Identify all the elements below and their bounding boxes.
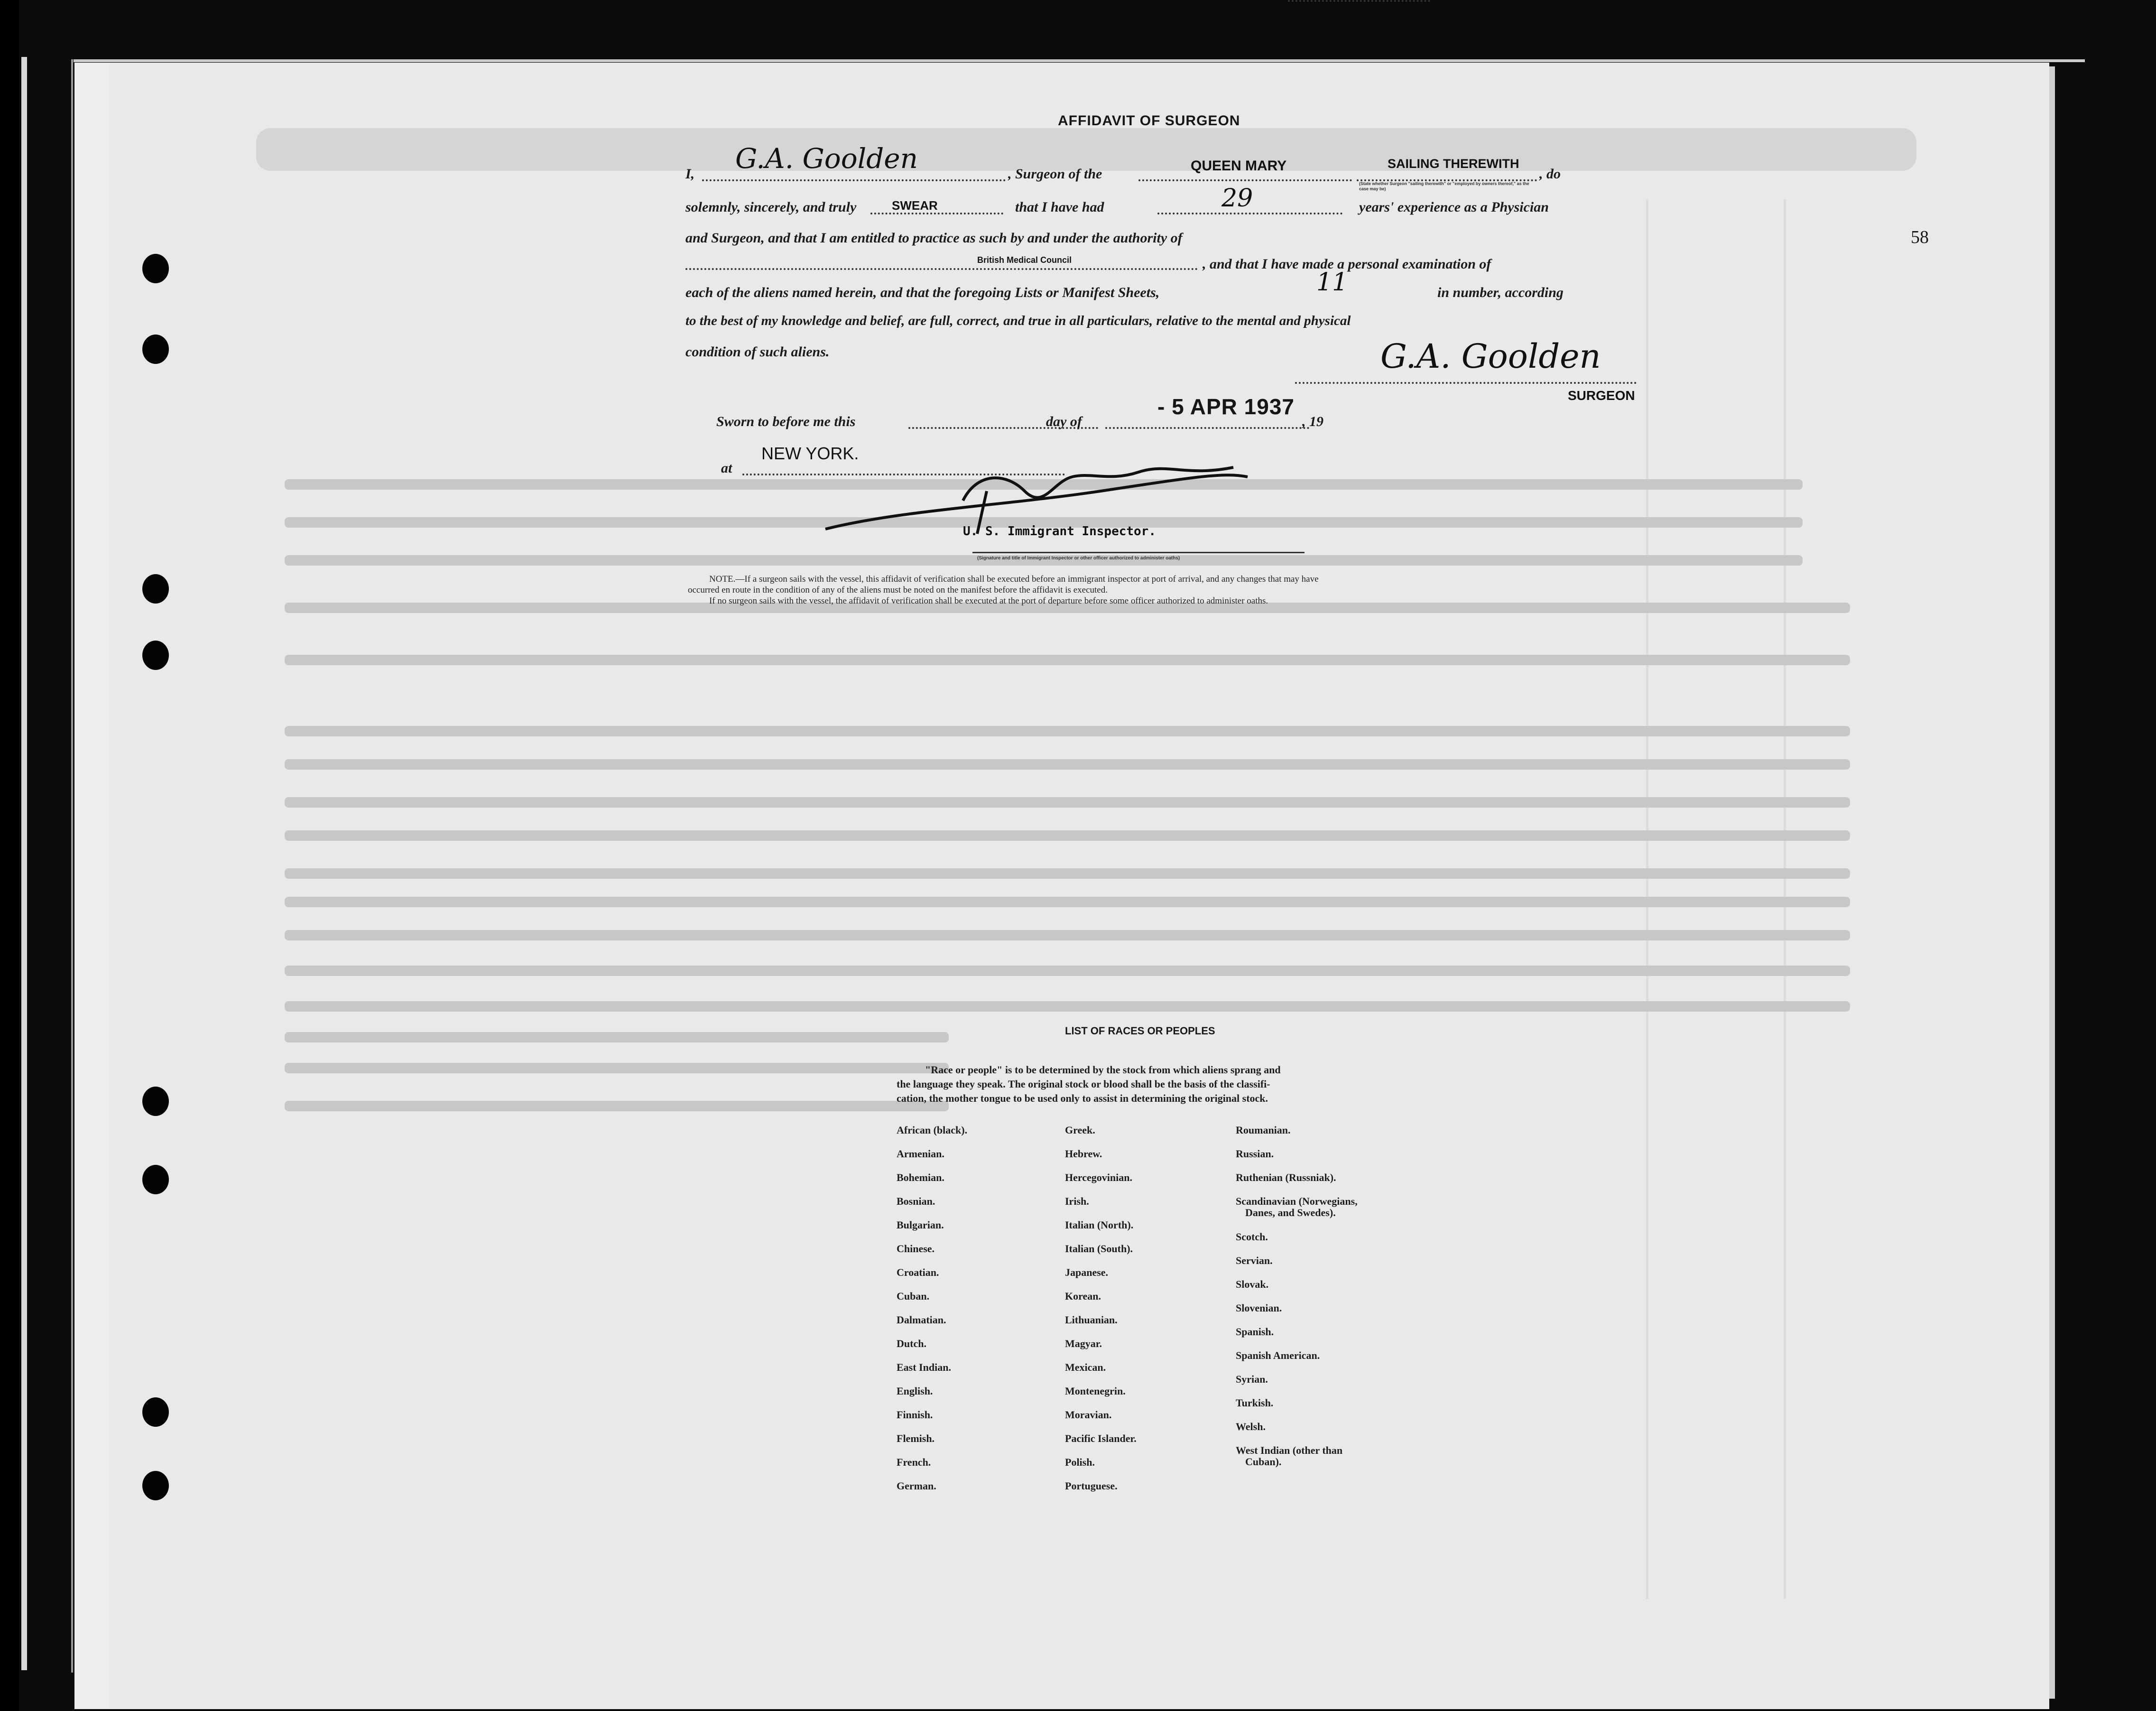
surgeon-signature-line: [1295, 382, 1637, 384]
surgeon-label: SURGEON: [1568, 388, 1635, 403]
race-item: Japanese.: [1065, 1266, 1109, 1278]
bleed-through-row: [285, 830, 1850, 841]
punch-hole: [142, 574, 169, 604]
affidavit-line-1-suffix: , do: [1539, 166, 1561, 182]
years-experience-handwritten: 29: [1221, 184, 1253, 213]
authority-name: British Medical Council: [977, 255, 1072, 265]
race-item: Scandinavian (Norwegians,: [1236, 1195, 1358, 1207]
affidavit-line-2-start: solemnly, sincerely, and truly: [685, 199, 857, 215]
surgeon-name-line: [702, 179, 1006, 181]
race-item: Syrian.: [1236, 1373, 1268, 1385]
race-item: African (black).: [897, 1124, 968, 1136]
race-item: Portuguese.: [1065, 1480, 1118, 1492]
inspector-caption: (Signature and title of Immigrant Inspector or other officer authorized to administer oaths): [977, 556, 1180, 561]
years-line: [1157, 213, 1342, 214]
races-intro-1: "Race or people" is to be determined by the stock from which aliens sprang and: [925, 1064, 1281, 1076]
race-item: Croatian.: [897, 1266, 939, 1278]
oath-word: SWEAR: [892, 198, 938, 213]
race-item: Irish.: [1065, 1195, 1089, 1207]
date-stamp: - 5 APR 1937: [1157, 394, 1295, 419]
race-item: Bulgarian.: [897, 1219, 944, 1231]
race-item: East Indian.: [897, 1361, 951, 1373]
races-intro-2: the language they speak. The original stock or blood shall be the basis of the classifi-: [897, 1078, 1270, 1090]
race-item: Lithuanian.: [1065, 1314, 1118, 1326]
race-item: Russian.: [1236, 1148, 1274, 1160]
bleed-through-row: [285, 726, 1850, 736]
race-item: Chinese.: [897, 1243, 935, 1255]
race-item: Turkish.: [1236, 1397, 1274, 1409]
at-text: at: [721, 460, 732, 476]
bleed-through-heading: [256, 128, 1916, 171]
race-item: Cuban.: [897, 1290, 930, 1302]
race-item: Magyar.: [1065, 1338, 1102, 1349]
bleed-through-row: [285, 897, 1850, 907]
race-item: Bohemian.: [897, 1172, 944, 1183]
surgeon-signature: G.A. Goolden: [1380, 337, 1601, 376]
authority-line: [685, 268, 1198, 270]
affidavit-line-4-end: , and that I have made a personal examination of: [1203, 256, 1491, 272]
race-item: Cuban).: [1245, 1456, 1282, 1468]
affidavit-line-1-mid: , Surgeon of the: [1008, 166, 1102, 182]
race-item: French.: [897, 1456, 931, 1468]
race-item: Spanish.: [1236, 1326, 1274, 1338]
race-item: Roumanian.: [1236, 1124, 1291, 1136]
race-item: Servian.: [1236, 1255, 1273, 1266]
surgeon-name-handwritten: G.A. Goolden: [735, 142, 918, 175]
inspector-signature-line: [972, 552, 1305, 553]
sheets-line: [1288, 0, 1430, 2]
race-item: Dutch.: [897, 1338, 926, 1349]
sailing-instruction: (State whether Surgeon "sailing therewith" or "employed by owners thereof," as the case may be): [1359, 181, 1529, 191]
place-name: NEW YORK.: [761, 444, 859, 463]
race-item: Finnish.: [897, 1409, 933, 1421]
punch-hole: [142, 1471, 169, 1500]
affidavit-title: AFFIDAVIT OF SURGEON: [1058, 113, 1240, 129]
race-item: Dalmatian.: [897, 1314, 946, 1326]
affidavit-line-1-prefix: I,: [685, 166, 695, 182]
sheet-count-handwritten: 11: [1316, 268, 1348, 297]
punch-hole: [142, 335, 169, 364]
sailing-status: SAILING THEREWITH: [1388, 157, 1519, 171]
punch-hole: [142, 1397, 169, 1427]
binding-edge-line: [71, 59, 73, 1673]
bleed-through-row: [285, 868, 1850, 879]
vessel-name: QUEEN MARY: [1191, 158, 1287, 174]
inspector-title: U. S. Immigrant Inspector.: [963, 524, 1156, 539]
races-intro-3: cation, the mother tongue to be used only to assist in determining the original stock.: [897, 1092, 1268, 1104]
bleed-through-row: [285, 1032, 949, 1042]
punch-hole: [142, 1165, 169, 1194]
affidavit-line-5-end: in number, according: [1437, 285, 1564, 300]
race-item: Slovak.: [1236, 1278, 1269, 1290]
bleed-through-row: [285, 797, 1850, 808]
bleed-through-row: [285, 1063, 949, 1073]
note-line-1: NOTE.—If a surgeon sails with the vessel, this affidavit of verification shall be executed before an immigrant inspector at port of arrival, and any changes that may have: [709, 574, 1319, 584]
bleed-through-row: [285, 655, 1850, 665]
race-item: Mexican.: [1065, 1361, 1106, 1373]
sworn-month-line: [1105, 427, 1309, 429]
race-item: Italian (South).: [1065, 1243, 1133, 1255]
affidavit-line-5-start: each of the aliens named herein, and that the foregoing Lists or Manifest Sheets,: [685, 285, 1160, 300]
sworn-before-text: Sworn to before me this: [716, 414, 856, 429]
race-item: Welsh.: [1236, 1421, 1266, 1432]
page-number: 58: [1911, 227, 1929, 247]
year-prefix: , 19: [1302, 414, 1323, 429]
race-item: Italian (North).: [1065, 1219, 1134, 1231]
bleed-through-row: [285, 759, 1850, 770]
page-right-rim: [2049, 66, 2055, 1699]
punch-hole: [142, 254, 169, 283]
race-item: Ruthenian (Russniak).: [1236, 1172, 1336, 1183]
bleed-through-row: [285, 966, 1850, 976]
affidavit-line-2-mid: that I have had: [1015, 199, 1104, 215]
affidavit-line-2-end: years' experience as a Physician: [1359, 199, 1549, 215]
page-binding-strip: [74, 63, 109, 1709]
race-item: Spanish American.: [1236, 1349, 1320, 1361]
bleed-through-row: [285, 930, 1850, 940]
page-top-edge: [74, 59, 2085, 62]
races-list-title: LIST OF RACES OR PEOPLES: [1065, 1025, 1215, 1037]
punch-hole: [142, 641, 169, 670]
race-item: Danes, and Swedes).: [1245, 1207, 1336, 1218]
race-item: Polish.: [1065, 1456, 1095, 1468]
race-item: German.: [897, 1480, 936, 1492]
affidavit-line-6: to the best of my knowledge and belief, are full, correct, and true in all particulars, relative to the mental and physical: [685, 313, 1351, 328]
race-item: English.: [897, 1385, 933, 1397]
race-item: Pacific Islander.: [1065, 1432, 1137, 1444]
film-border-left: [0, 0, 19, 1711]
race-item: Bosnian.: [897, 1195, 935, 1207]
affidavit-line-3: and Surgeon, and that I am entitled to practice as such by and under the authority of: [685, 230, 1183, 246]
race-item: Greek.: [1065, 1124, 1095, 1136]
vessel-line: [1138, 179, 1352, 181]
race-item: Hebrew.: [1065, 1148, 1102, 1160]
film-edge-line: [21, 57, 27, 1670]
race-item: Hercegovinian.: [1065, 1172, 1132, 1183]
race-item: West Indian (other than: [1236, 1444, 1343, 1456]
note-line-3: If no surgeon sails with the vessel, the affidavit of verification shall be executed at the port of departure before some officer authorized to administer oaths.: [709, 596, 1268, 606]
race-item: Montenegrin.: [1065, 1385, 1126, 1397]
race-item: Flemish.: [897, 1432, 935, 1444]
race-item: Scotch.: [1236, 1231, 1268, 1243]
day-of-text: day of: [1046, 414, 1082, 429]
affidavit-line-7: condition of such aliens.: [685, 344, 830, 360]
race-item: Moravian.: [1065, 1409, 1112, 1421]
race-item: Korean.: [1065, 1290, 1101, 1302]
race-item: Armenian.: [897, 1148, 944, 1160]
note-line-2: occurred en route in the condition of any of the aliens must be noted on the manifest before the affidavit is executed.: [688, 585, 1108, 595]
bleed-through-row: [285, 1001, 1850, 1012]
race-item: Slovenian.: [1236, 1302, 1282, 1314]
bleed-through-row: [285, 1101, 949, 1111]
punch-hole: [142, 1087, 169, 1116]
